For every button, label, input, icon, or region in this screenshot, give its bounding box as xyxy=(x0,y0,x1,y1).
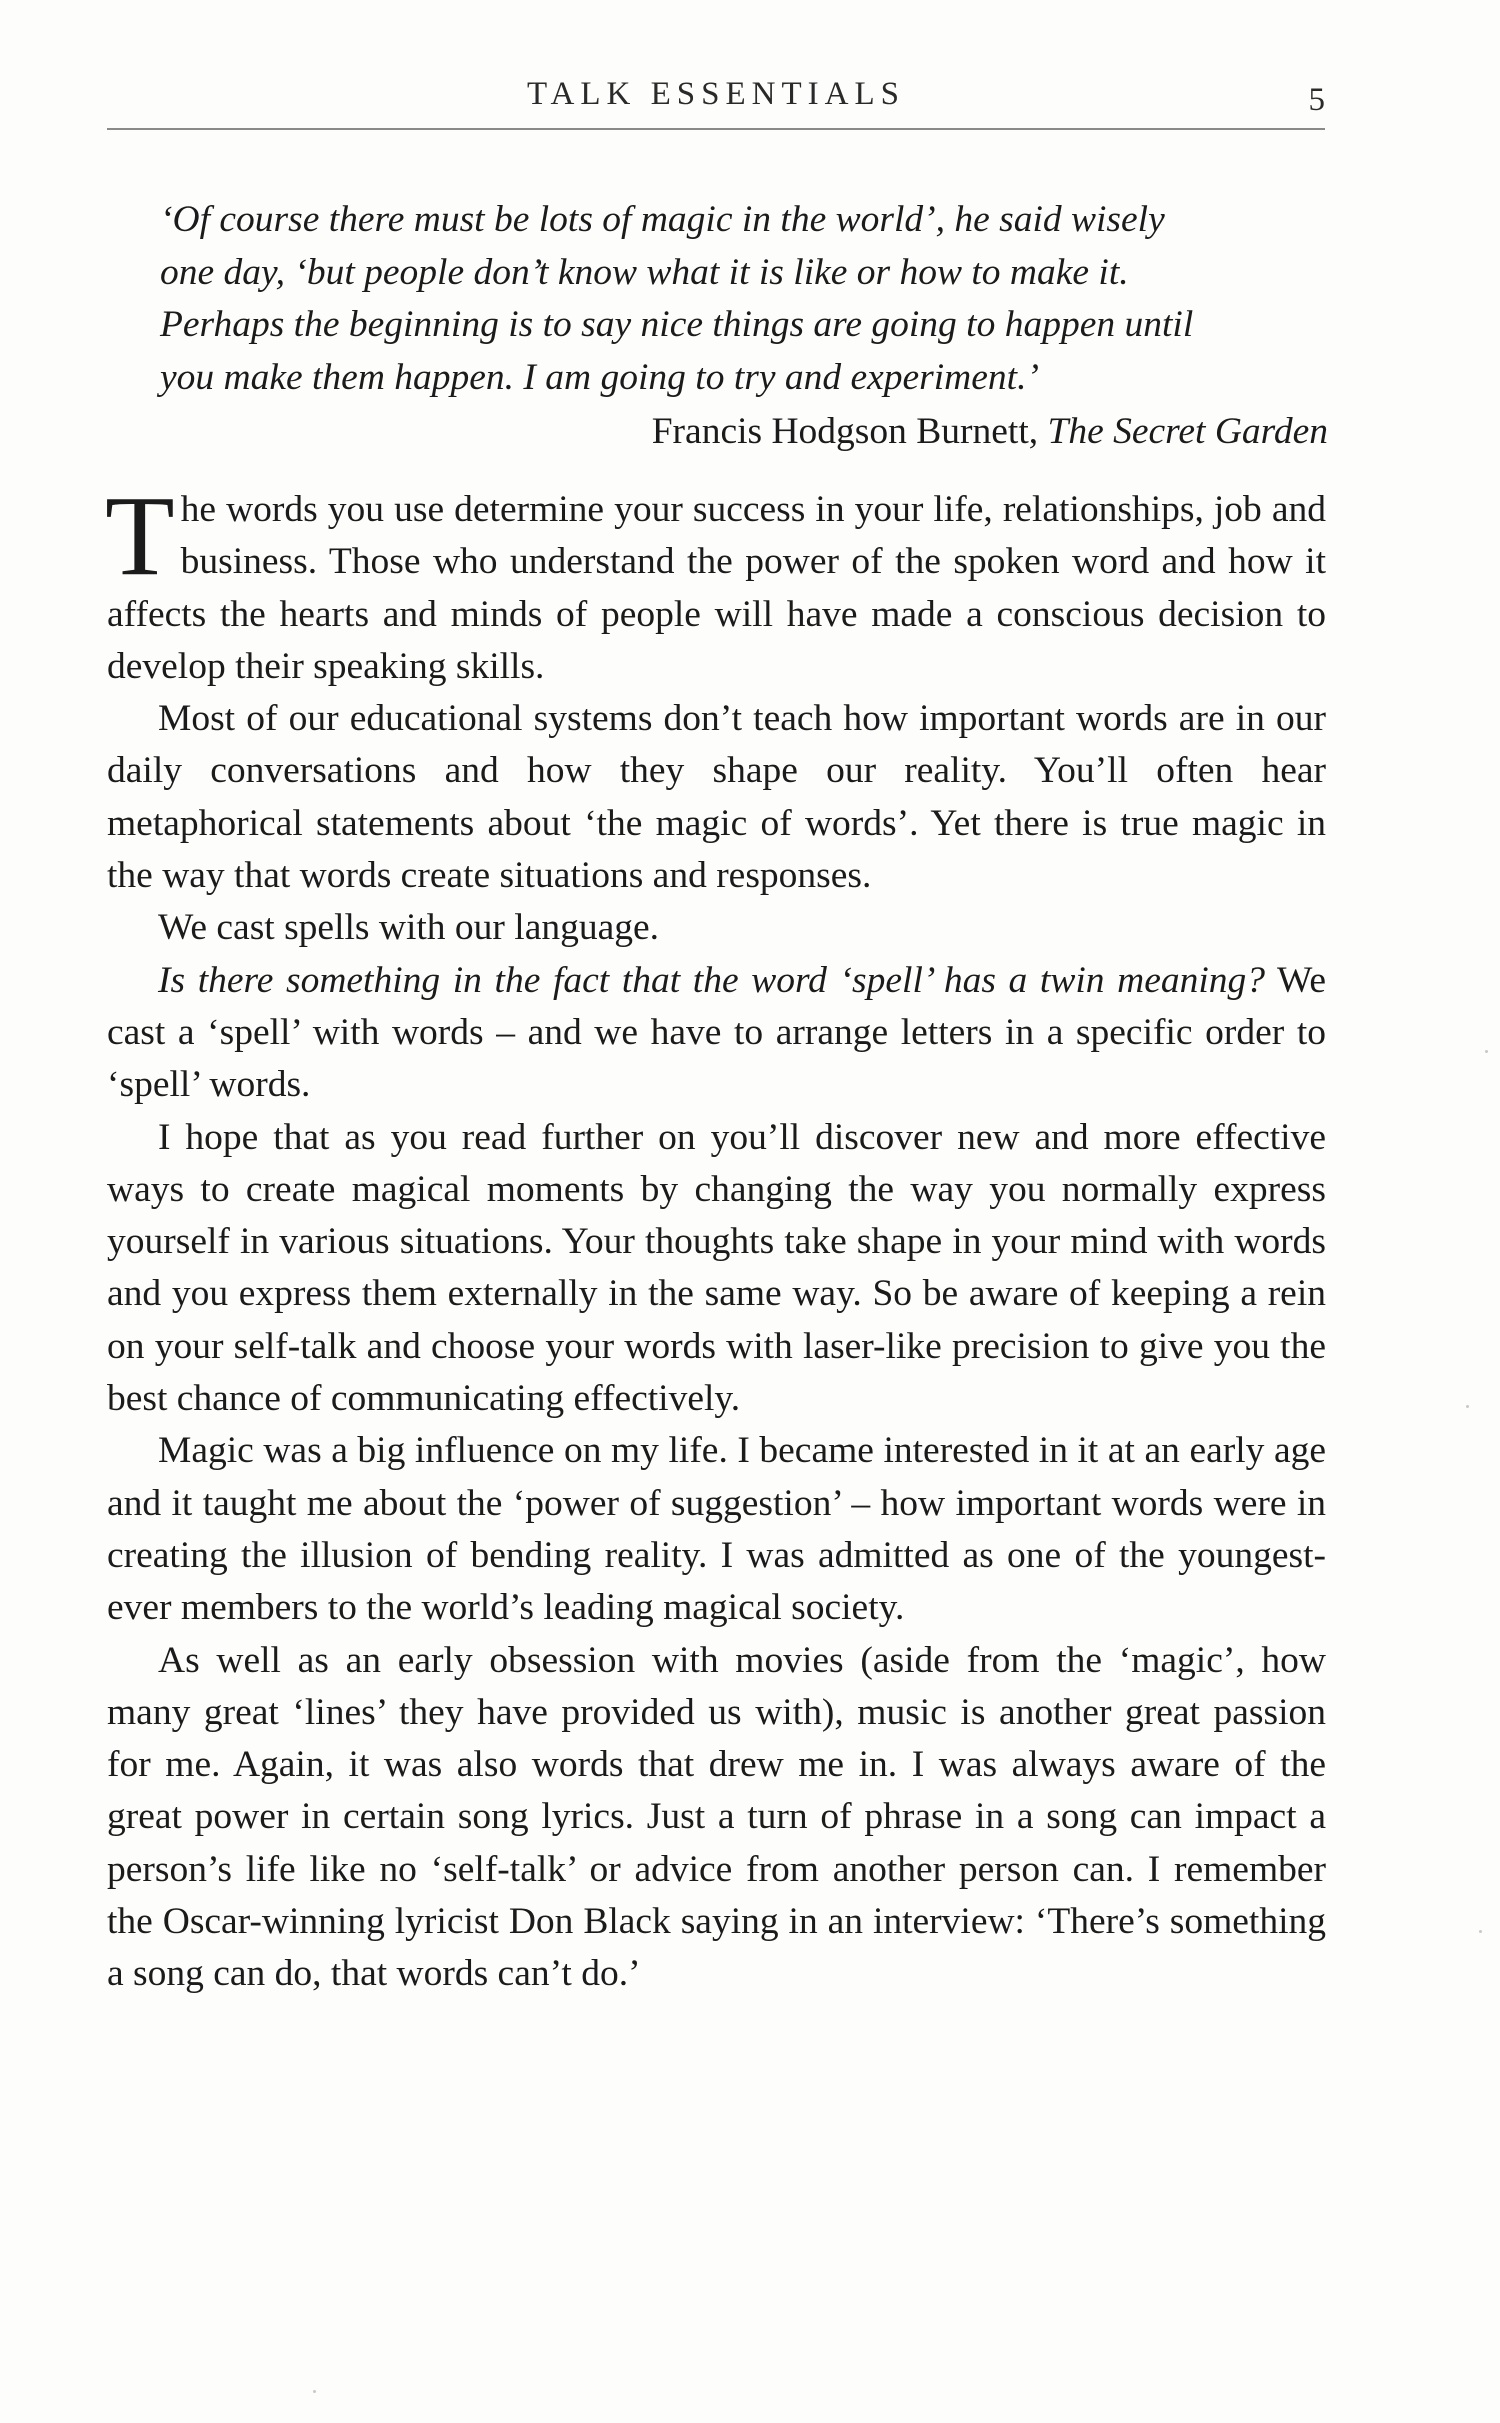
paragraph xyxy=(107,955,1326,1112)
paragraph: We cast spells with our language. xyxy=(158,907,660,949)
epigraph-quote xyxy=(160,194,1328,404)
paragraph-italic-text: Is there something in the fact that the word ‘spell’ has a twin meaning? xyxy=(158,959,1266,1001)
epigraph-attribution xyxy=(160,406,1328,459)
running-title: TALK ESSENTIALS xyxy=(527,76,905,112)
epigraph-line: Perhaps the beginning is to say nice things are going to happen until xyxy=(160,304,1194,345)
page-number: 5 xyxy=(1308,82,1325,118)
scan-speck xyxy=(1485,1050,1488,1053)
epigraph xyxy=(160,194,1328,459)
epigraph-line: you make them happen. I am going to try and experiment.’ xyxy=(160,356,1039,398)
epigraph-line: ‘Of course there must be lots of magic in the world’, he said wisely xyxy=(160,199,1165,240)
paragraph: Most of our educational systems don’t teach how important words are in our daily conversations and how they shape our reality. You’ll often hear metaphorical statements about ‘the magic of words’. Yet there is true magic in the way that words create situations and responses. xyxy=(107,698,1326,897)
header-rule xyxy=(107,128,1325,130)
body-text xyxy=(105,472,1326,2001)
epigraph-author: Francis Hodgson Burnett, xyxy=(651,411,1048,452)
paragraph-text: he words you use determine your success in your life, relationships, job and business. Those who understand the power of the spoken word and how it affects the hearts and minds of people will have made a conscious decision to develop their speaking skills. xyxy=(107,489,1326,687)
paragraph: Magic was a big influence on my life. I became interested in it at an early age and it taught me about the ‘power of suggestion’ – how important words were in creating the illusion of bending reality. I was admitted as one of the youngest-ever members to the world’s leading magical society. xyxy=(107,1430,1326,1629)
paragraph xyxy=(105,472,1326,693)
drop-cap: T xyxy=(105,472,175,599)
running-header xyxy=(107,72,1325,132)
paragraph: As well as an early obsession with movies (aside from the ‘magic’, how many great ‘lines’ they have provided us with), music is another great passion for me. Again, it was also words that drew me in. I was always aware of the great power in certain song lyrics. Just a turn of phrase in a song can impact a person’s life like no ‘self-talk’ or advice from another person can. I remember the Oscar-winning lyricist Don Black saying in an interview: ‘There’s something a song can do, that words can’t do.’ xyxy=(107,1639,1326,1995)
scan-speck xyxy=(313,2390,316,2393)
scan-speck xyxy=(1466,1405,1469,1408)
paragraph: I hope that as you read further on you’ll discover new and more effective ways to create magical moments by changing the way you normally express yourself in various situations. Your thoughts take shape in your mind with words and you express them externally in the same way. So be aware of keeping a rein on your self-talk and choose your words with laser-like precision to give you the best chance of communicating effectively. xyxy=(107,1116,1326,1420)
scan-speck xyxy=(1479,1930,1482,1933)
epigraph-work-title: The Secret Garden xyxy=(1047,411,1328,452)
epigraph-line: one day, ‘but people don’t know what it is like or how to make it. xyxy=(160,251,1129,293)
paragraph-text: We cast a ‘spell’ with words – and we have to arrange letters in a specific order to ‘spell’ words. xyxy=(107,959,1326,1106)
